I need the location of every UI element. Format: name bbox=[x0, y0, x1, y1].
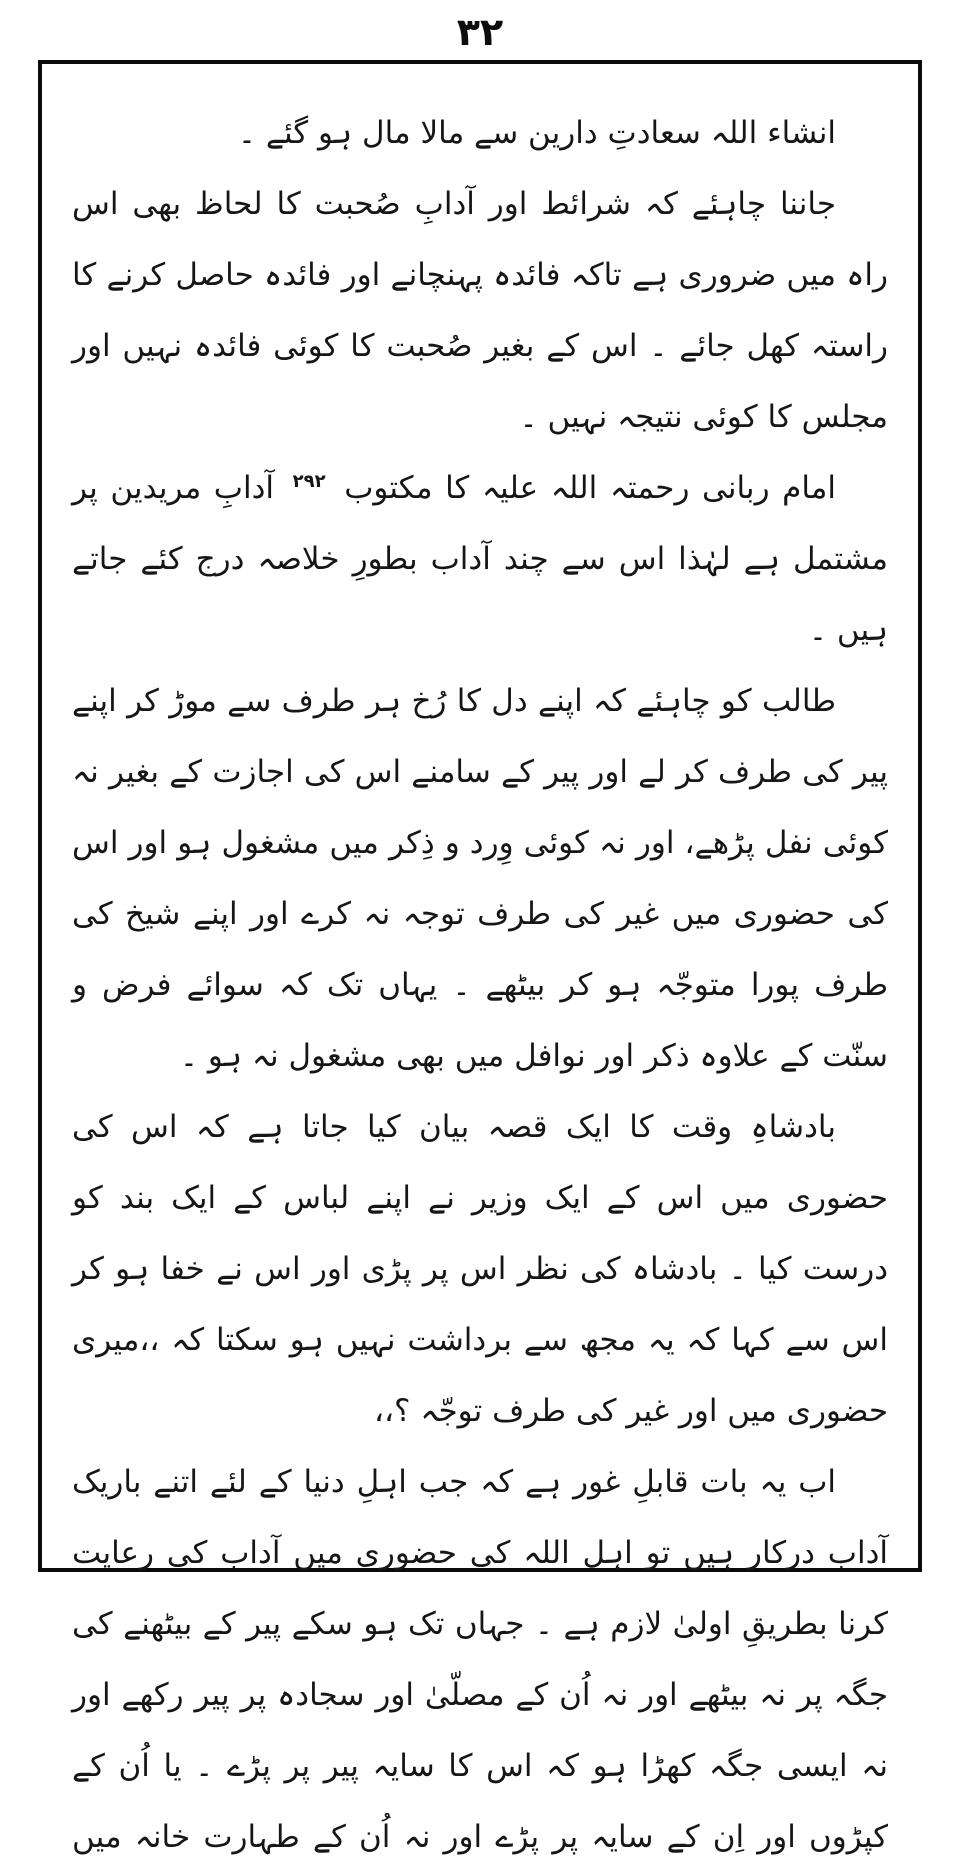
paragraph-4: طالب کو چاہئے کہ اپنے دل کا رُخ ہر طرف سے موڑ کر اپنے پیر کی طرف کر لے اور پیر کے سامنے اس کی اجازت کے بغیر نہ کوئی نفل پڑھے، اور نہ کوئی وِرد و ذِکر میں مشغول ہو اور اس کی حضوری میں غیر کی طرف توجہ نہ کرے اور اپنے شیخ کی طرف پورا متوجّہ ہو کر بیٹھے ۔ یہاں تک کہ سوائے فرض و سنّت کے علاوہ ذکر اور نوافل میں بھی مشغول نہ ہو ۔ bbox=[72, 683, 888, 1074]
paragraph-3-after-marker: آدابِ مریدین پر مشتمل ہے لہٰذا اس سے چند آداب بطورِ خلاصہ درج کئے جاتے ہیں ۔ bbox=[72, 470, 888, 648]
paragraph-3 bbox=[72, 453, 888, 666]
footnote-marker: ۲۹۲ bbox=[292, 470, 326, 492]
paragraph-5: بادشاہِ وقت کا ایک قصہ بیان کیا جاتا ہے کہ اس کی حضوری میں اس کے ایک وزیر نے اپنے لباس کے ایک بند کو درست کیا ۔ بادشاہ کی نظر اس پر پڑی اور اس نے خفا ہو کر اس سے کہا کہ یہ مجھ سے برداشت نہیں ہو سکتا کہ ،،میری حضوری میں اور غیر کی طرف توجّہ ؟،، bbox=[72, 1109, 888, 1429]
text-frame-border bbox=[38, 60, 922, 1855]
paragraph-6: اب یہ بات قابلِ غور ہے کہ جب اہلِ دنیا کے لئے اتنے باریک آداب درکار ہیں تو اہل اللہ کی حضوری میں آداب کی رعایت کرنا بطریقِ اولیٰ لازم ہے ۔ جہاں تک ہو سکے پیر کے بیٹھنے کی جگہ پر نہ بیٹھے اور نہ اُن کے مصلّیٰ اور سجادہ پر پیر رکھے اور نہ ایسی جگہ کھڑا ہو کہ اس کا سایہ پیر پر پڑے ۔ یا اُن کے کپڑوں اور اِن کے سایہ پر پڑے اور نہ اُن کے طہارت خانہ میں bbox=[72, 1464, 888, 1855]
paragraph-1: انشاء اللہ سعادتِ دارین سے مالا مال ہو گئے ۔ bbox=[237, 115, 836, 151]
page-number: ۳۲ bbox=[456, 10, 504, 54]
paragraph-2: جاننا چاہئے کہ شرائط اور آدابِ صُحبت کا لحاظ بھی اس راہ میں ضروری ہے تاکہ فائدہ پہنچانے اور فائدہ حاصل کرنے کا راستہ کھل جائے ۔ اس کے بغیر صُحبت کا کوئی فائدہ نہیں اور مجلس کا کوئی نتیجہ نہیں ۔ bbox=[72, 186, 888, 435]
paragraph-3-before-marker: امام ربانی رحمتہ اللہ علیہ کا مکتوب bbox=[344, 470, 836, 506]
body-text bbox=[72, 98, 888, 1873]
